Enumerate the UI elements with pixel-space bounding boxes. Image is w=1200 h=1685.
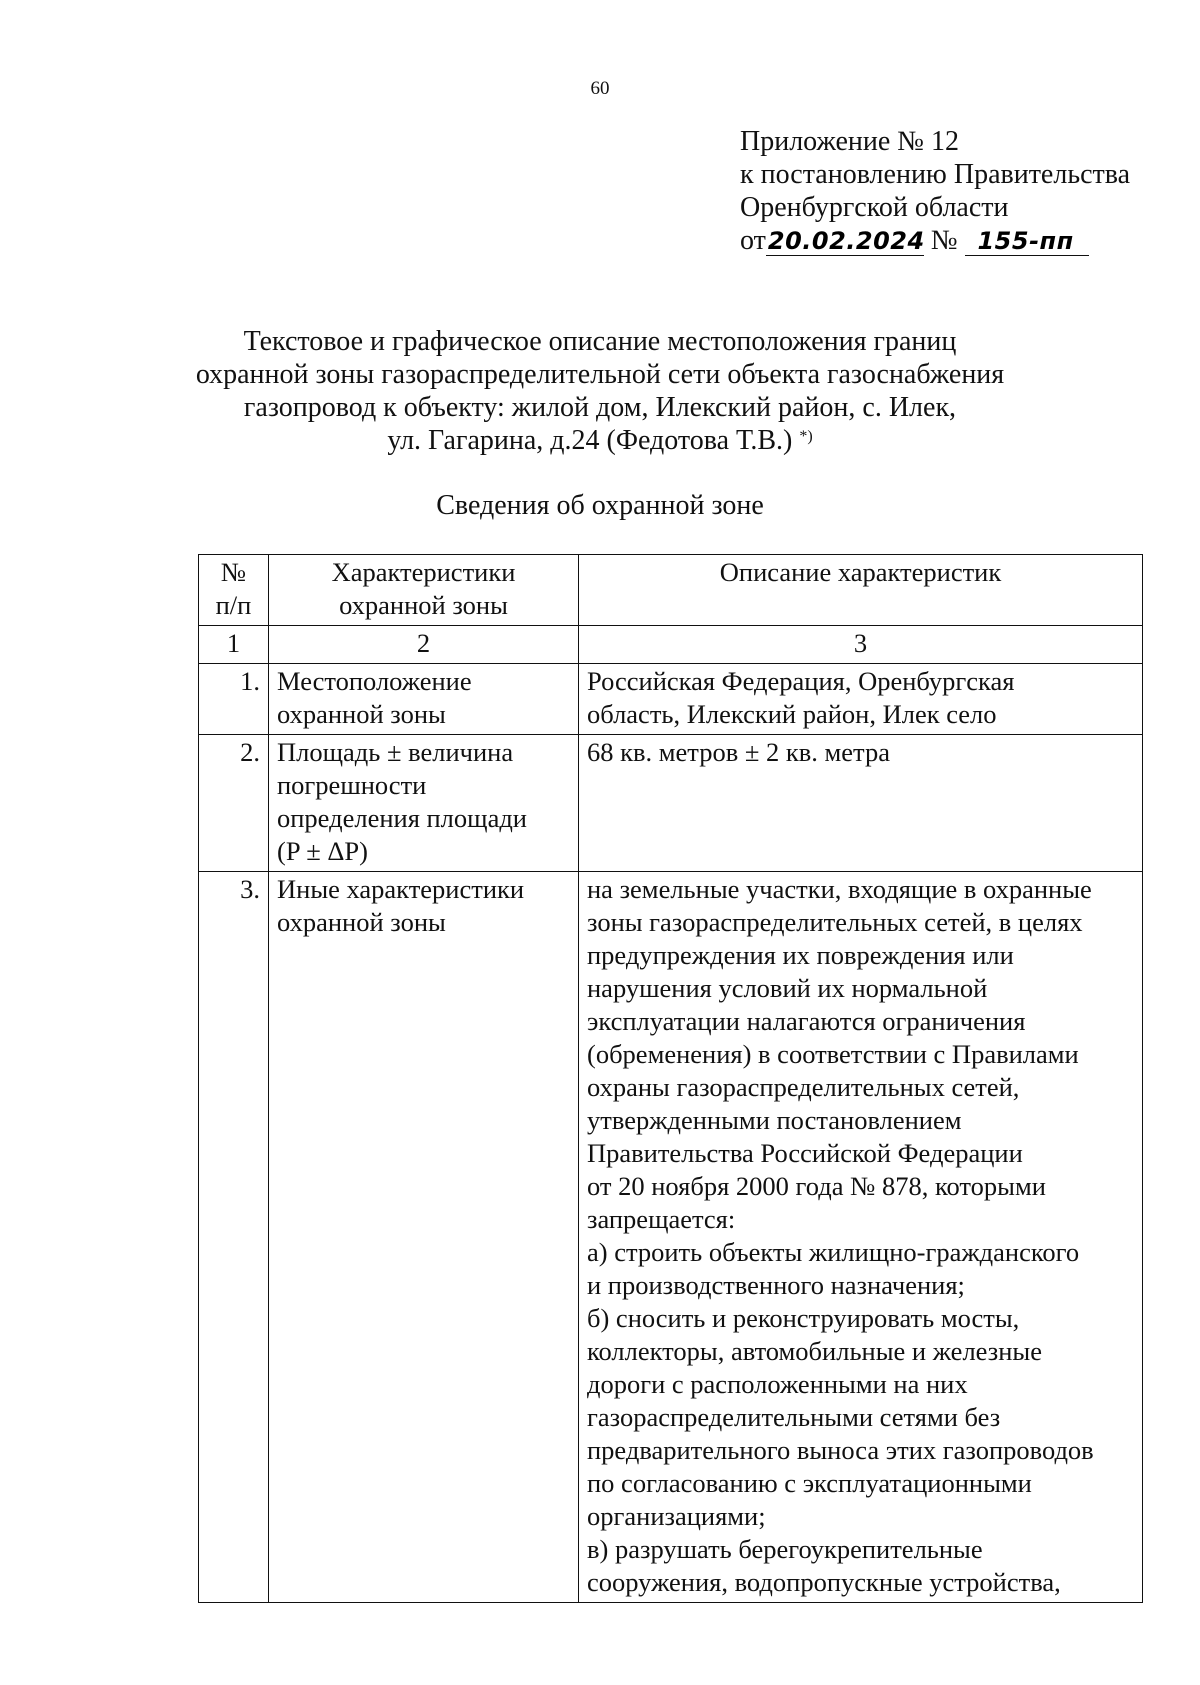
title-line-2: охранной зоны газораспределительной сети объекта газоснабжения xyxy=(195,359,1005,390)
description-line: от 20 ноября 2000 года № 878, которыми xyxy=(587,1171,1046,1201)
description-line: область, Илекский район, Илек село xyxy=(587,699,997,729)
footnote-mark: *) xyxy=(799,428,813,445)
characteristic-line: определения площади xyxy=(277,803,527,833)
characteristic-line: (P ± ΔP) xyxy=(277,836,368,866)
header-number-line-1: № xyxy=(220,557,247,587)
title-line-3: газопровод к объекту: жилой дом, Илекский район, с. Илек, xyxy=(243,392,957,423)
section-subtitle: Сведения об охранной зоне xyxy=(436,490,764,521)
column-number-row xyxy=(199,626,1143,664)
description-line: сооружения, водопропускные устройства, xyxy=(587,1567,1061,1597)
from-label: от xyxy=(740,225,766,256)
description-line: (обременения) в соответствии с Правилами xyxy=(587,1039,1079,1069)
description-line: по согласованию с эксплуатационными xyxy=(587,1468,1032,1498)
characteristic-line: Местоположение xyxy=(277,666,472,696)
row-characteristic xyxy=(269,664,579,735)
header-description: Описание характеристик xyxy=(579,555,1143,626)
description-line: 68 кв. метров ± 2 кв. метра xyxy=(587,737,890,767)
description-line: запрещается: xyxy=(587,1204,736,1234)
description-line: газораспределительными сетями без xyxy=(587,1402,1001,1432)
description-line: на земельные участки, входящие в охранные xyxy=(587,874,1092,904)
header-characteristics-line-2: охранной зоны xyxy=(339,590,508,620)
appendix-date-number xyxy=(740,224,1130,257)
table-row xyxy=(199,872,1143,1603)
characteristic-line: Иные характеристики xyxy=(277,874,525,904)
characteristic-line: охранной зоны xyxy=(277,699,446,729)
description-line: а) строить объекты жилищно-гражданского xyxy=(587,1237,1080,1267)
document-title xyxy=(0,325,1200,457)
handwritten-number: 155-пп xyxy=(977,227,1074,255)
row-number: 1. xyxy=(199,664,269,735)
description-line: предупреждения их повреждения или xyxy=(587,940,1014,970)
description-line: Правительства Российской Федерации xyxy=(587,1138,1023,1168)
characteristic-line: охранной зоны xyxy=(277,907,446,937)
appendix-block xyxy=(740,125,1130,257)
header-number-line-2: п/п xyxy=(215,590,252,620)
row-number: 2. xyxy=(199,735,269,872)
column-number-2: 2 xyxy=(269,626,579,664)
header-characteristics-line-1: Характеристики xyxy=(331,557,516,587)
handwritten-date: 20.02.2024 xyxy=(767,227,925,255)
appendix-region: Оренбургской области xyxy=(740,192,1009,223)
description-line: б) сносить и реконструировать мосты, xyxy=(587,1303,1020,1333)
header-number xyxy=(199,555,269,626)
table-row xyxy=(199,664,1143,735)
row-description xyxy=(579,872,1143,1603)
date-field xyxy=(766,227,924,256)
characteristic-line: погрешности xyxy=(277,770,427,800)
row-description xyxy=(579,735,1143,872)
appendix-reference: к постановлению Правительства xyxy=(740,159,1131,190)
header-characteristics xyxy=(269,555,579,626)
appendix-title: Приложение № 12 xyxy=(740,126,959,157)
column-number-1: 1 xyxy=(199,626,269,664)
description-line: Российская Федерация, Оренбургская xyxy=(587,666,1015,696)
description-line: в) разрушать берегоукрепительные xyxy=(587,1534,983,1564)
description-line: дороги с расположенными на них xyxy=(587,1369,968,1399)
row-characteristic xyxy=(269,872,579,1603)
description-line: организациями; xyxy=(587,1501,766,1531)
table-row xyxy=(199,735,1143,872)
description-line: эксплуатации налагаются ограничения xyxy=(587,1006,1026,1036)
description-line: нарушения условий их нормальной xyxy=(587,973,988,1003)
description-line: предварительного выноса этих газопроводов xyxy=(587,1435,1094,1465)
number-field xyxy=(965,227,1089,256)
characteristic-line: Площадь ± величина xyxy=(277,737,514,767)
protection-zone-table xyxy=(198,554,1143,1603)
column-number-3: 3 xyxy=(579,626,1143,664)
row-description xyxy=(579,664,1143,735)
title-line-1: Текстовое и графическое описание местоположения границ xyxy=(243,326,957,357)
description-line: коллекторы, автомобильные и железные xyxy=(587,1336,1042,1366)
description-line: охраны газораспределительных сетей, xyxy=(587,1072,1020,1102)
page-number: 60 xyxy=(590,78,610,99)
description-line: и производственного назначения; xyxy=(587,1270,965,1300)
number-label: № xyxy=(930,225,958,256)
title-line-4 xyxy=(0,424,1200,457)
table-header-row xyxy=(199,555,1143,626)
description-line: утвержденными постановлением xyxy=(587,1105,962,1135)
row-number: 3. xyxy=(199,872,269,1603)
title-line-4-text: ул. Гагарина, д.24 (Федотова Т.В.) xyxy=(387,425,793,456)
description-line: зоны газораспределительных сетей, в целях xyxy=(587,907,1083,937)
row-characteristic xyxy=(269,735,579,872)
